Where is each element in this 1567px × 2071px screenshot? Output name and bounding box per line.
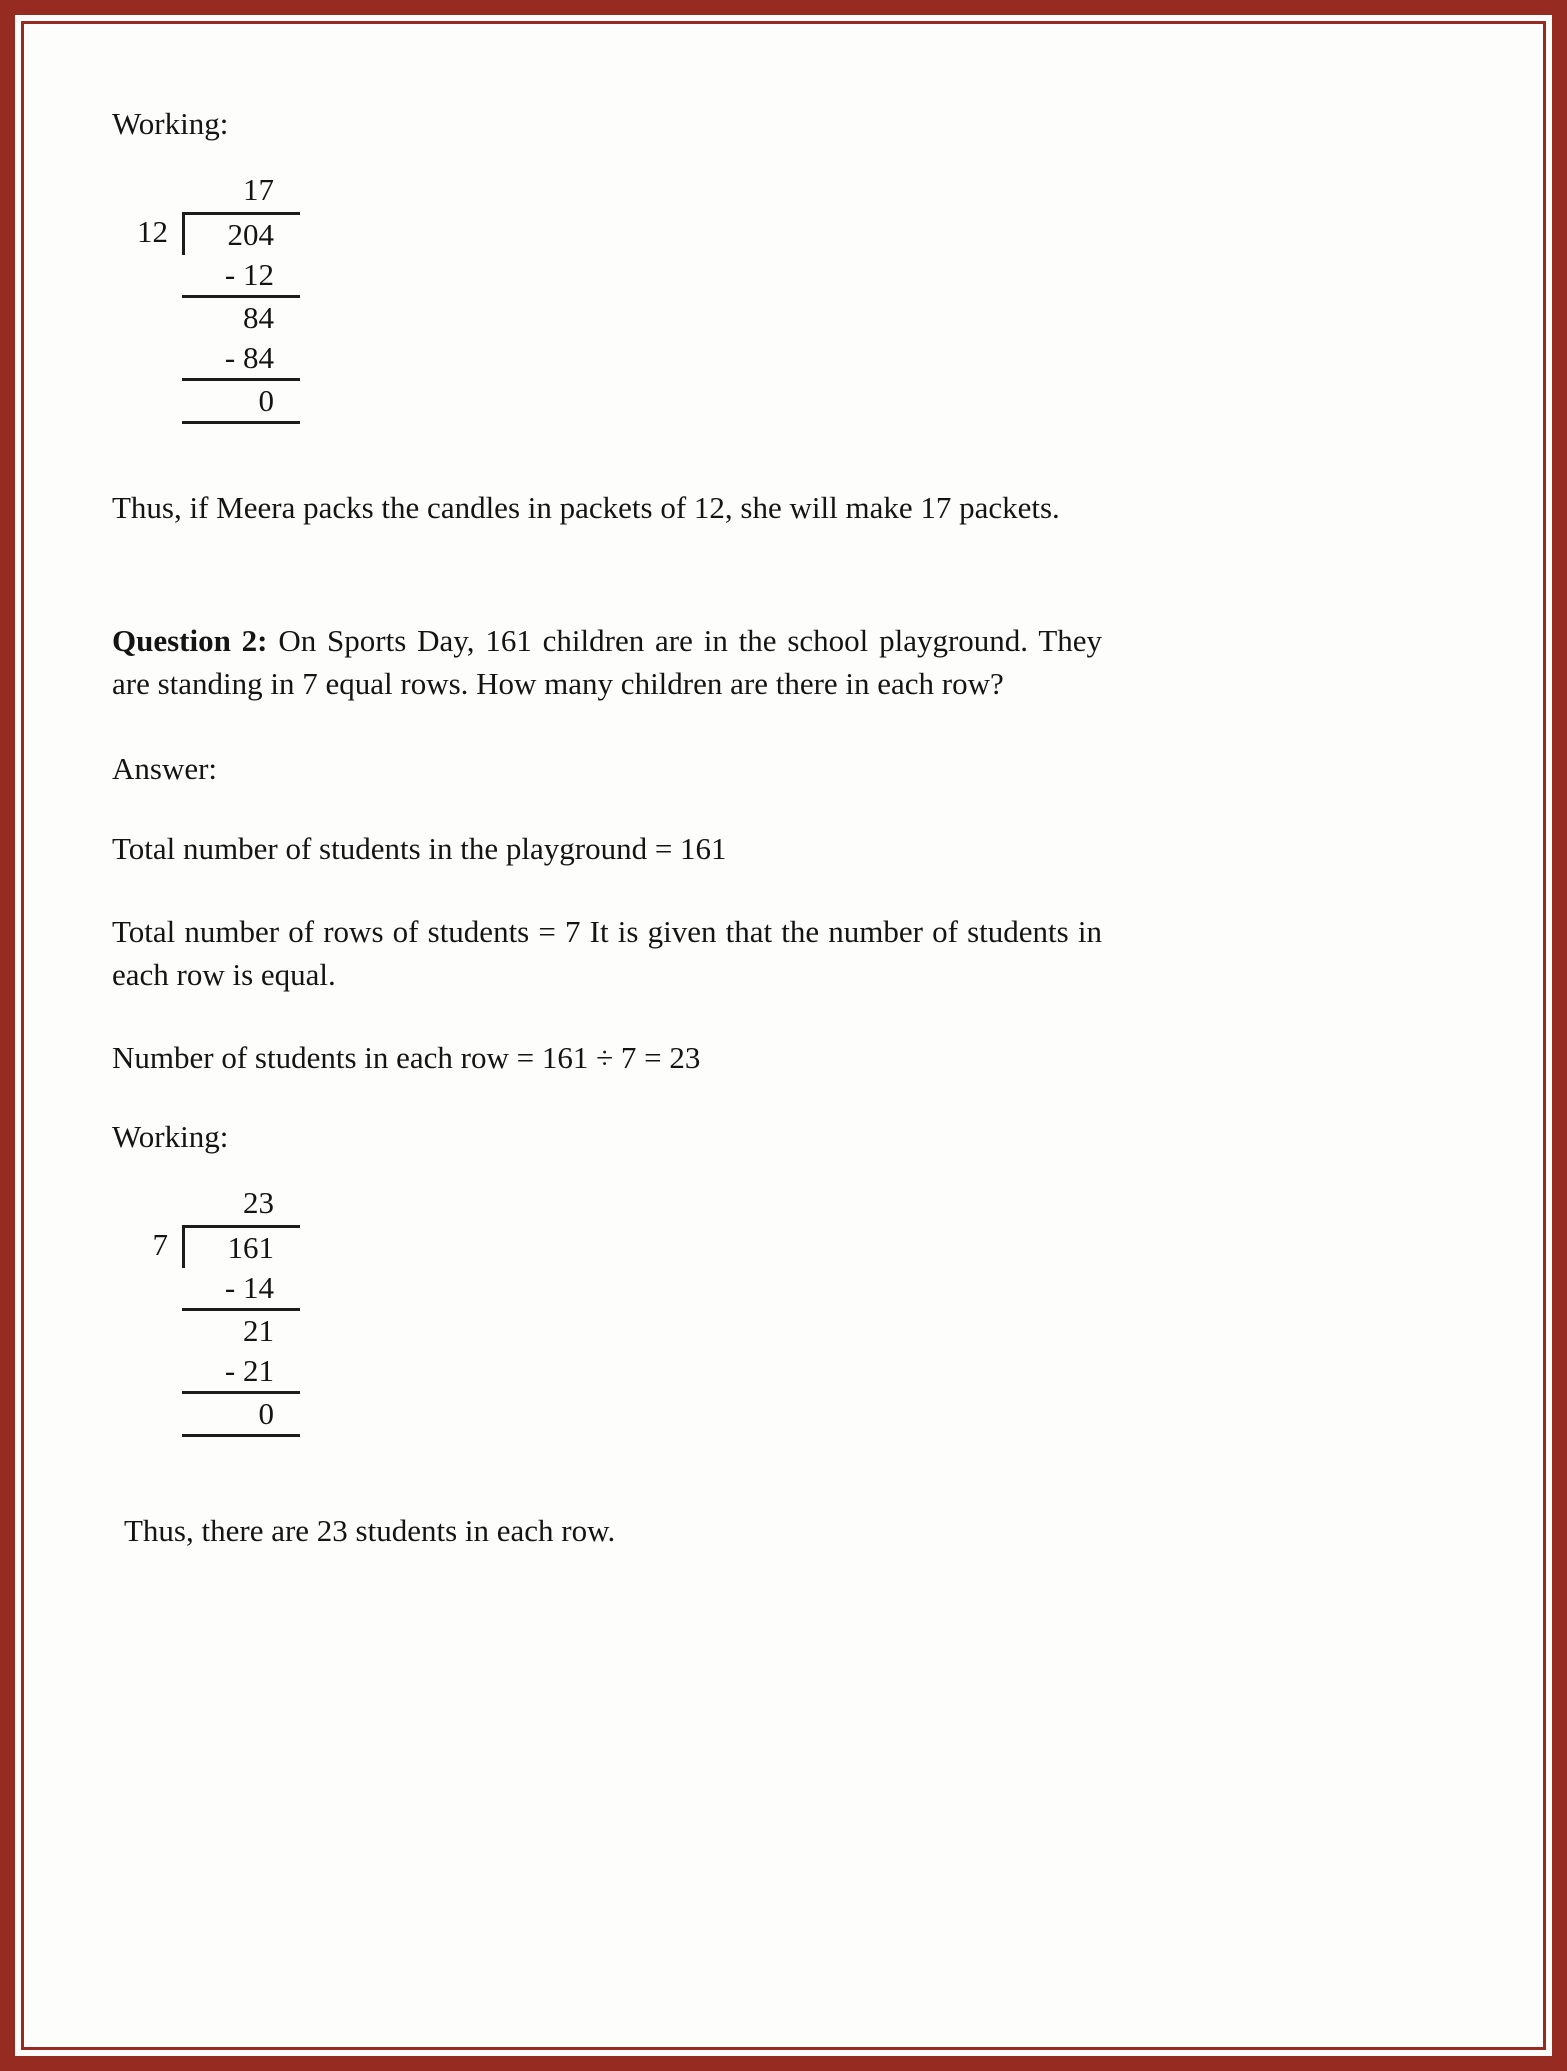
spacer (118, 381, 182, 424)
answer-line-2: Total number of rows of students = 7 It is given that the number of students in each row is equal. (112, 914, 1102, 992)
working-label-2: Working: (112, 1119, 229, 1154)
division-step: 84 (243, 300, 274, 335)
division-step: 0 (182, 1394, 300, 1437)
long-division-2 (118, 1183, 1102, 1437)
dividend-value: 204 (182, 212, 300, 255)
spacer (118, 338, 182, 381)
spacer (118, 1311, 182, 1351)
spacer (118, 1183, 182, 1225)
division-step: 0 (182, 381, 300, 424)
divisor-value: 12 (137, 214, 168, 249)
division-step: - 12 (182, 255, 300, 298)
dividend-row (118, 1225, 1102, 1268)
question-2-label: Question 2: (112, 623, 268, 658)
division-step-row (118, 1394, 1102, 1437)
spacer (118, 1394, 182, 1437)
division-step-row (118, 1311, 1102, 1351)
division-step: - 84 (182, 338, 300, 381)
dividend-row (118, 212, 1102, 255)
conclusion-1: Thus, if Meera packs the candles in packets of 12, she will make 17 packets. (112, 490, 1060, 525)
division-step-row (118, 1268, 1102, 1311)
spacer (118, 170, 182, 212)
division-step-row (118, 381, 1102, 424)
division-step: 21 (243, 1313, 274, 1348)
question-2-text: On Sports Day, 161 children are in the school playground. They are standing in 7 equal rows. How many children are there in each row? (112, 623, 1103, 701)
working-label-1: Working: (112, 106, 229, 141)
answer-line-3: Number of students in each row = 161 ÷ 7 = 23 (112, 1040, 701, 1075)
quotient-value: 17 (243, 172, 274, 207)
division-step: - 14 (182, 1268, 300, 1311)
divisor-value: 7 (152, 1227, 168, 1262)
quotient-row (118, 1183, 1102, 1225)
spacer (118, 1351, 182, 1394)
answer-line-1: Total number of students in the playground = 161 (112, 831, 727, 866)
division-step: - 21 (182, 1351, 300, 1394)
spacer (118, 255, 182, 298)
spacer (118, 1268, 182, 1311)
spacer (118, 298, 182, 338)
division-step-row (118, 298, 1102, 338)
quotient-value: 23 (243, 1185, 274, 1220)
division-step-row (118, 338, 1102, 381)
dividend-value: 161 (182, 1225, 300, 1268)
conclusion-2: Thus, there are 23 students in each row. (124, 1513, 616, 1548)
page-frame-inner (21, 21, 1546, 2050)
division-step-row (118, 255, 1102, 298)
division-step-row (118, 1351, 1102, 1394)
question-2 (112, 619, 1102, 705)
quotient-row (118, 170, 1102, 212)
long-division-1 (118, 170, 1102, 424)
page-content (112, 106, 1102, 1552)
answer-label: Answer: (112, 751, 218, 786)
